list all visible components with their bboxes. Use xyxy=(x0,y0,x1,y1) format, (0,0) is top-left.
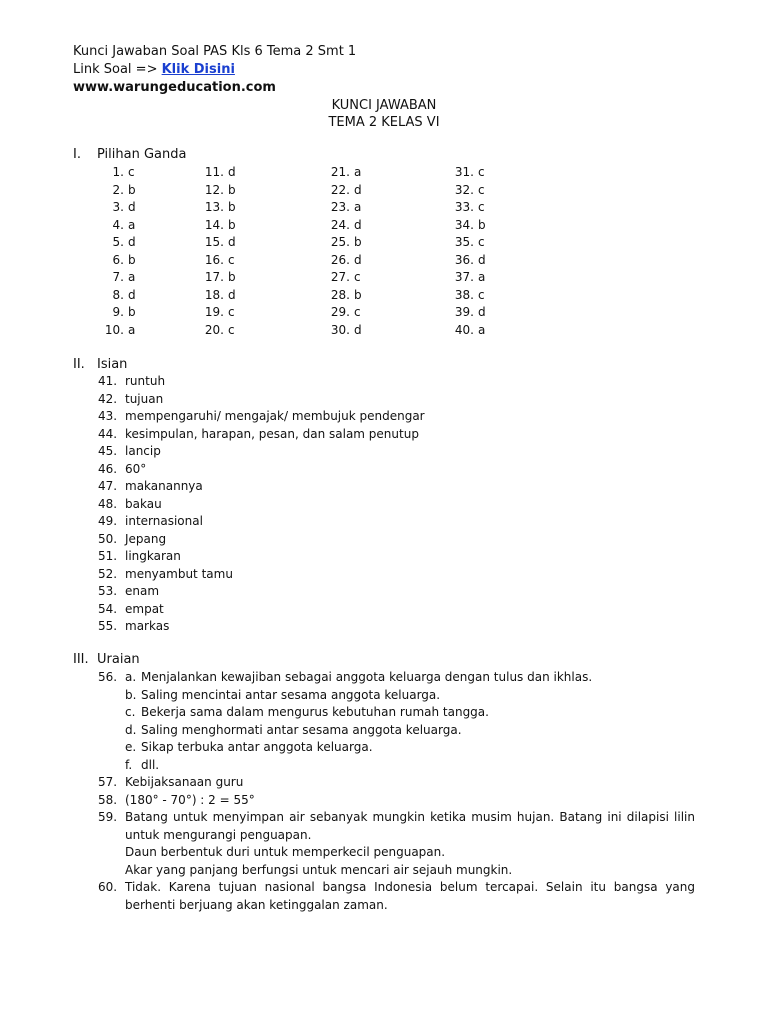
sub-answer xyxy=(125,704,698,722)
answer-cell xyxy=(98,199,136,217)
question-number: 12. xyxy=(204,182,224,197)
answer-cell xyxy=(324,199,361,217)
question-number: 13. xyxy=(204,200,224,214)
answer-letter: d xyxy=(478,305,486,319)
answer-letter: d xyxy=(228,235,236,249)
answer-cell xyxy=(324,234,362,252)
answer-row xyxy=(98,234,518,252)
answer-cell xyxy=(448,252,486,270)
item-number: 58. xyxy=(98,792,118,807)
answer-letter: a xyxy=(128,270,136,284)
sub-letter: f. xyxy=(125,757,133,772)
answer-item xyxy=(98,496,698,514)
answer-text: internasional xyxy=(125,514,203,528)
item-number: 41. xyxy=(98,374,118,388)
item-number: 60. xyxy=(98,880,118,894)
sub-letter: b. xyxy=(125,687,137,702)
answer-letter: c xyxy=(478,182,485,197)
question-number: 9. xyxy=(112,305,124,319)
answer-item xyxy=(98,461,698,479)
answer-letter: d xyxy=(354,252,362,267)
answer-item xyxy=(98,426,698,444)
question-number: 33. xyxy=(454,200,474,214)
answer-text: tujuan xyxy=(125,391,164,406)
answer-cell xyxy=(448,234,485,252)
answer-paragraph: Batang untuk menyimpan air sebanyak mungkin ketika musim hujan. Batang ini dilapisi lilin untuk mengurangi penguapan. xyxy=(125,810,695,842)
link-line xyxy=(73,61,235,79)
question-number: 25. xyxy=(330,235,350,249)
answer-item-56 xyxy=(98,669,698,774)
answer-cell xyxy=(324,217,362,235)
sub-answer xyxy=(125,669,698,687)
answer-cell xyxy=(324,304,361,322)
answer-letter: b xyxy=(128,182,136,197)
answer-letter: c xyxy=(354,305,361,319)
question-number: 26. xyxy=(330,252,350,267)
question-number: 29. xyxy=(330,305,350,319)
answer-letter: a xyxy=(354,200,362,214)
answer-item-57 xyxy=(98,774,698,792)
answer-cell xyxy=(324,322,362,340)
question-number: 4. xyxy=(112,217,124,232)
sub-text: Menjalankan kewajiban sebagai anggota keluarga dengan tulus dan ikhlas. xyxy=(141,670,593,684)
question-number: 3. xyxy=(112,200,124,214)
question-number: 14. xyxy=(204,217,224,232)
question-number: 34. xyxy=(454,217,474,232)
answer-row xyxy=(98,252,518,270)
answer-item xyxy=(98,408,698,426)
item-number: 45. xyxy=(98,444,118,458)
section-label: Isian xyxy=(97,357,128,372)
answer-text: Jepang xyxy=(125,531,167,546)
section-label: Pilihan Ganda xyxy=(97,147,187,162)
answer-letter: d xyxy=(354,182,362,197)
uraian-list xyxy=(98,669,698,914)
answer-letter: b xyxy=(128,252,136,267)
answer-item-59 xyxy=(98,809,698,879)
answer-item xyxy=(98,583,698,601)
answer-cell xyxy=(198,182,236,200)
answer-cell xyxy=(448,287,485,305)
answer-item xyxy=(98,373,698,391)
section-number: III. xyxy=(73,652,89,667)
question-number: 38. xyxy=(454,287,474,302)
item-number: 53. xyxy=(98,584,118,598)
answer-letter: c xyxy=(354,270,361,284)
answer-item xyxy=(98,601,698,619)
answer-letter: c xyxy=(478,287,485,302)
item-number: 51. xyxy=(98,549,118,563)
answer-letter: c xyxy=(228,305,235,319)
answer-cell xyxy=(198,322,235,340)
question-number: 11. xyxy=(204,165,224,179)
answer-cell xyxy=(324,182,362,200)
answer-cell xyxy=(324,252,362,270)
answer-text: mempengaruhi/ mengajak/ membujuk pendengar xyxy=(125,409,425,423)
answer-letter: a xyxy=(478,322,486,337)
answer-cell xyxy=(448,217,486,235)
answer-letter: a xyxy=(478,270,486,284)
answer-row xyxy=(98,182,518,200)
answer-letter: a xyxy=(128,217,136,232)
answer-row xyxy=(98,287,518,305)
answer-paragraph: Tidak. Karena tujuan nasional bangsa Indonesia belum tercapai. Selain itu bangsa yang berhenti berjuang akan ketinggalan zaman. xyxy=(125,880,695,912)
page-subtitle: TEMA 2 KELAS VI xyxy=(328,115,440,130)
answer-text: empat xyxy=(125,601,164,616)
link-prefix: Link Soal => xyxy=(73,62,158,77)
item-number: 57. xyxy=(98,775,118,789)
sub-answer xyxy=(125,687,698,705)
answer-item-58 xyxy=(98,792,698,810)
item-number: 59. xyxy=(98,810,118,824)
item-number: 46. xyxy=(98,461,118,476)
item-number: 47. xyxy=(98,479,118,493)
question-number: 23. xyxy=(330,200,350,214)
sub-text: Saling mencintai antar sesama anggota keluarga. xyxy=(141,687,441,702)
question-number: 28. xyxy=(330,287,350,302)
answer-cell xyxy=(198,252,235,270)
answer-letter: d xyxy=(354,217,362,232)
answer-cell xyxy=(448,182,485,200)
question-number: 1. xyxy=(112,165,124,179)
item-number: 56. xyxy=(98,670,118,684)
answer-letter: b xyxy=(228,217,236,232)
answer-letter: b xyxy=(228,200,236,214)
answer-cell xyxy=(198,269,236,287)
answer-text: runtuh xyxy=(125,374,166,388)
sub-answer xyxy=(125,757,698,775)
answer-letter: d xyxy=(228,287,236,302)
pilihan-ganda-grid xyxy=(98,164,518,339)
item-number: 54. xyxy=(98,601,118,616)
answer-cell xyxy=(198,199,236,217)
answer-text: lingkaran xyxy=(125,549,181,563)
question-number: 16. xyxy=(204,252,224,267)
section-number: I. xyxy=(73,147,81,162)
question-number: 7. xyxy=(112,270,124,284)
answer-paragraph: Daun berbentuk duri untuk memperkecil penguapan. xyxy=(125,845,446,859)
answer-cell xyxy=(198,234,236,252)
question-number: 19. xyxy=(204,305,224,319)
item-number: 55. xyxy=(98,619,118,633)
answer-cell xyxy=(98,217,135,235)
isian-list xyxy=(98,373,698,636)
question-number: 8. xyxy=(112,287,124,302)
answer-item xyxy=(98,478,698,496)
answer-letter: c xyxy=(478,200,485,214)
answer-letter: b xyxy=(228,182,236,197)
answer-letter: b xyxy=(228,270,236,284)
answer-cell xyxy=(448,164,485,182)
sub-text: Sikap terbuka antar anggota keluarga. xyxy=(141,740,373,754)
sub-letter: c. xyxy=(125,705,136,719)
question-number: 40. xyxy=(454,322,474,337)
answer-cell xyxy=(448,269,485,287)
sub-letter: e. xyxy=(125,740,137,754)
answer-letter: c xyxy=(228,322,235,337)
section-number: II. xyxy=(73,357,85,372)
answer-item xyxy=(98,531,698,549)
question-number: 5. xyxy=(112,235,124,249)
answer-item xyxy=(98,618,698,636)
answer-letter: a xyxy=(128,322,136,337)
answer-cell xyxy=(98,322,135,340)
answer-letter: c xyxy=(128,165,135,179)
question-number: 10. xyxy=(104,322,124,337)
question-number: 18. xyxy=(204,287,224,302)
answer-letter: b xyxy=(478,217,486,232)
answer-cell xyxy=(198,304,235,322)
klik-disini-link[interactable]: Klik Disini xyxy=(161,62,235,77)
section-label: Uraian xyxy=(97,652,140,667)
answer-cell xyxy=(198,217,236,235)
answer-text: kesimpulan, harapan, pesan, dan salam penutup xyxy=(125,426,419,441)
answer-letter: d xyxy=(354,322,362,337)
question-number: 24. xyxy=(330,217,350,232)
question-number: 36. xyxy=(454,252,474,267)
answer-row xyxy=(98,217,518,235)
answer-letter: c xyxy=(478,235,485,249)
question-number: 2. xyxy=(112,182,124,197)
question-number: 20. xyxy=(204,322,224,337)
question-number: 30. xyxy=(330,322,350,337)
answer-item xyxy=(98,566,698,584)
section-isian-heading xyxy=(73,356,127,374)
answer-cell xyxy=(198,164,236,182)
answer-row xyxy=(98,269,518,287)
question-number: 17. xyxy=(204,270,224,284)
answer-text: Kebijaksanaan guru xyxy=(125,775,244,789)
question-number: 37. xyxy=(454,270,474,284)
item-number: 44. xyxy=(98,426,118,441)
answer-cell xyxy=(324,287,362,305)
answer-item xyxy=(98,443,698,461)
sub-letter: a. xyxy=(125,670,137,684)
sub-text: dll. xyxy=(141,757,160,772)
question-number: 35. xyxy=(454,235,474,249)
answer-cell xyxy=(324,164,361,182)
doc-heading: Kunci Jawaban Soal PAS Kls 6 Tema 2 Smt 1 xyxy=(73,44,357,59)
answer-cell xyxy=(198,287,236,305)
answer-letter: d xyxy=(128,287,136,302)
answer-text: 60° xyxy=(125,461,147,476)
answer-letter: b xyxy=(354,235,362,249)
question-number: 27. xyxy=(330,270,350,284)
answer-row xyxy=(98,304,518,322)
sub-text: Bekerja sama dalam mengurus kebutuhan rumah tangga. xyxy=(141,705,489,719)
answer-item xyxy=(98,548,698,566)
question-number: 15. xyxy=(204,235,224,249)
answer-letter: d xyxy=(478,252,486,267)
answer-letter: b xyxy=(354,287,362,302)
answer-text: menyambut tamu xyxy=(125,566,233,581)
sub-answer xyxy=(125,722,698,740)
sub-answer-list xyxy=(125,669,698,774)
item-number: 43. xyxy=(98,409,118,423)
answer-letter: c xyxy=(478,165,485,179)
section-pilihan-ganda-heading xyxy=(73,146,186,164)
answer-cell xyxy=(98,234,136,252)
page-title: KUNCI JAWABAN xyxy=(331,98,437,113)
question-number: 6. xyxy=(112,252,124,267)
question-number: 32. xyxy=(454,182,474,197)
answer-cell xyxy=(324,269,361,287)
answer-cell xyxy=(448,304,486,322)
answer-cell xyxy=(98,252,136,270)
question-number: 22. xyxy=(330,182,350,197)
answer-text: enam xyxy=(125,584,160,598)
answer-text: lancip xyxy=(125,444,161,458)
item-number: 52. xyxy=(98,566,118,581)
question-number: 31. xyxy=(454,165,474,179)
question-number: 39. xyxy=(454,305,474,319)
answer-cell xyxy=(448,199,485,217)
item-number: 48. xyxy=(98,496,118,511)
answer-cell xyxy=(98,287,136,305)
answer-letter: b xyxy=(128,305,136,319)
answer-cell xyxy=(98,182,136,200)
answer-row xyxy=(98,199,518,217)
sub-answer xyxy=(125,739,698,757)
answer-letter: d xyxy=(228,165,236,179)
section-uraian-heading xyxy=(73,651,140,669)
answer-letter: a xyxy=(354,165,362,179)
answer-letter: d xyxy=(128,200,136,214)
item-number: 50. xyxy=(98,531,118,546)
answer-row xyxy=(98,164,518,182)
answer-letter: c xyxy=(228,252,235,267)
answer-text: bakau xyxy=(125,496,162,511)
item-number: 49. xyxy=(98,514,118,528)
answer-row xyxy=(98,322,518,340)
answer-cell xyxy=(98,304,136,322)
answer-text: (180° - 70°) : 2 = 55° xyxy=(125,792,255,807)
answer-letter: d xyxy=(128,235,136,249)
answer-item-60 xyxy=(98,879,698,914)
website-text: www.warungeducation.com xyxy=(73,80,276,95)
answer-cell xyxy=(448,322,485,340)
answer-text: markas xyxy=(125,619,170,633)
answer-paragraph: Akar yang panjang berfungsi untuk mencari air sejauh mungkin. xyxy=(125,862,513,877)
answer-text: makanannya xyxy=(125,479,203,493)
answer-cell xyxy=(98,269,135,287)
sub-text: Saling menghormati antar sesama anggota keluarga. xyxy=(141,722,462,737)
item-number: 42. xyxy=(98,391,118,406)
question-number: 21. xyxy=(330,165,350,179)
answer-item xyxy=(98,513,698,531)
answer-cell xyxy=(98,164,135,182)
sub-letter: d. xyxy=(125,722,137,737)
answer-item xyxy=(98,391,698,409)
